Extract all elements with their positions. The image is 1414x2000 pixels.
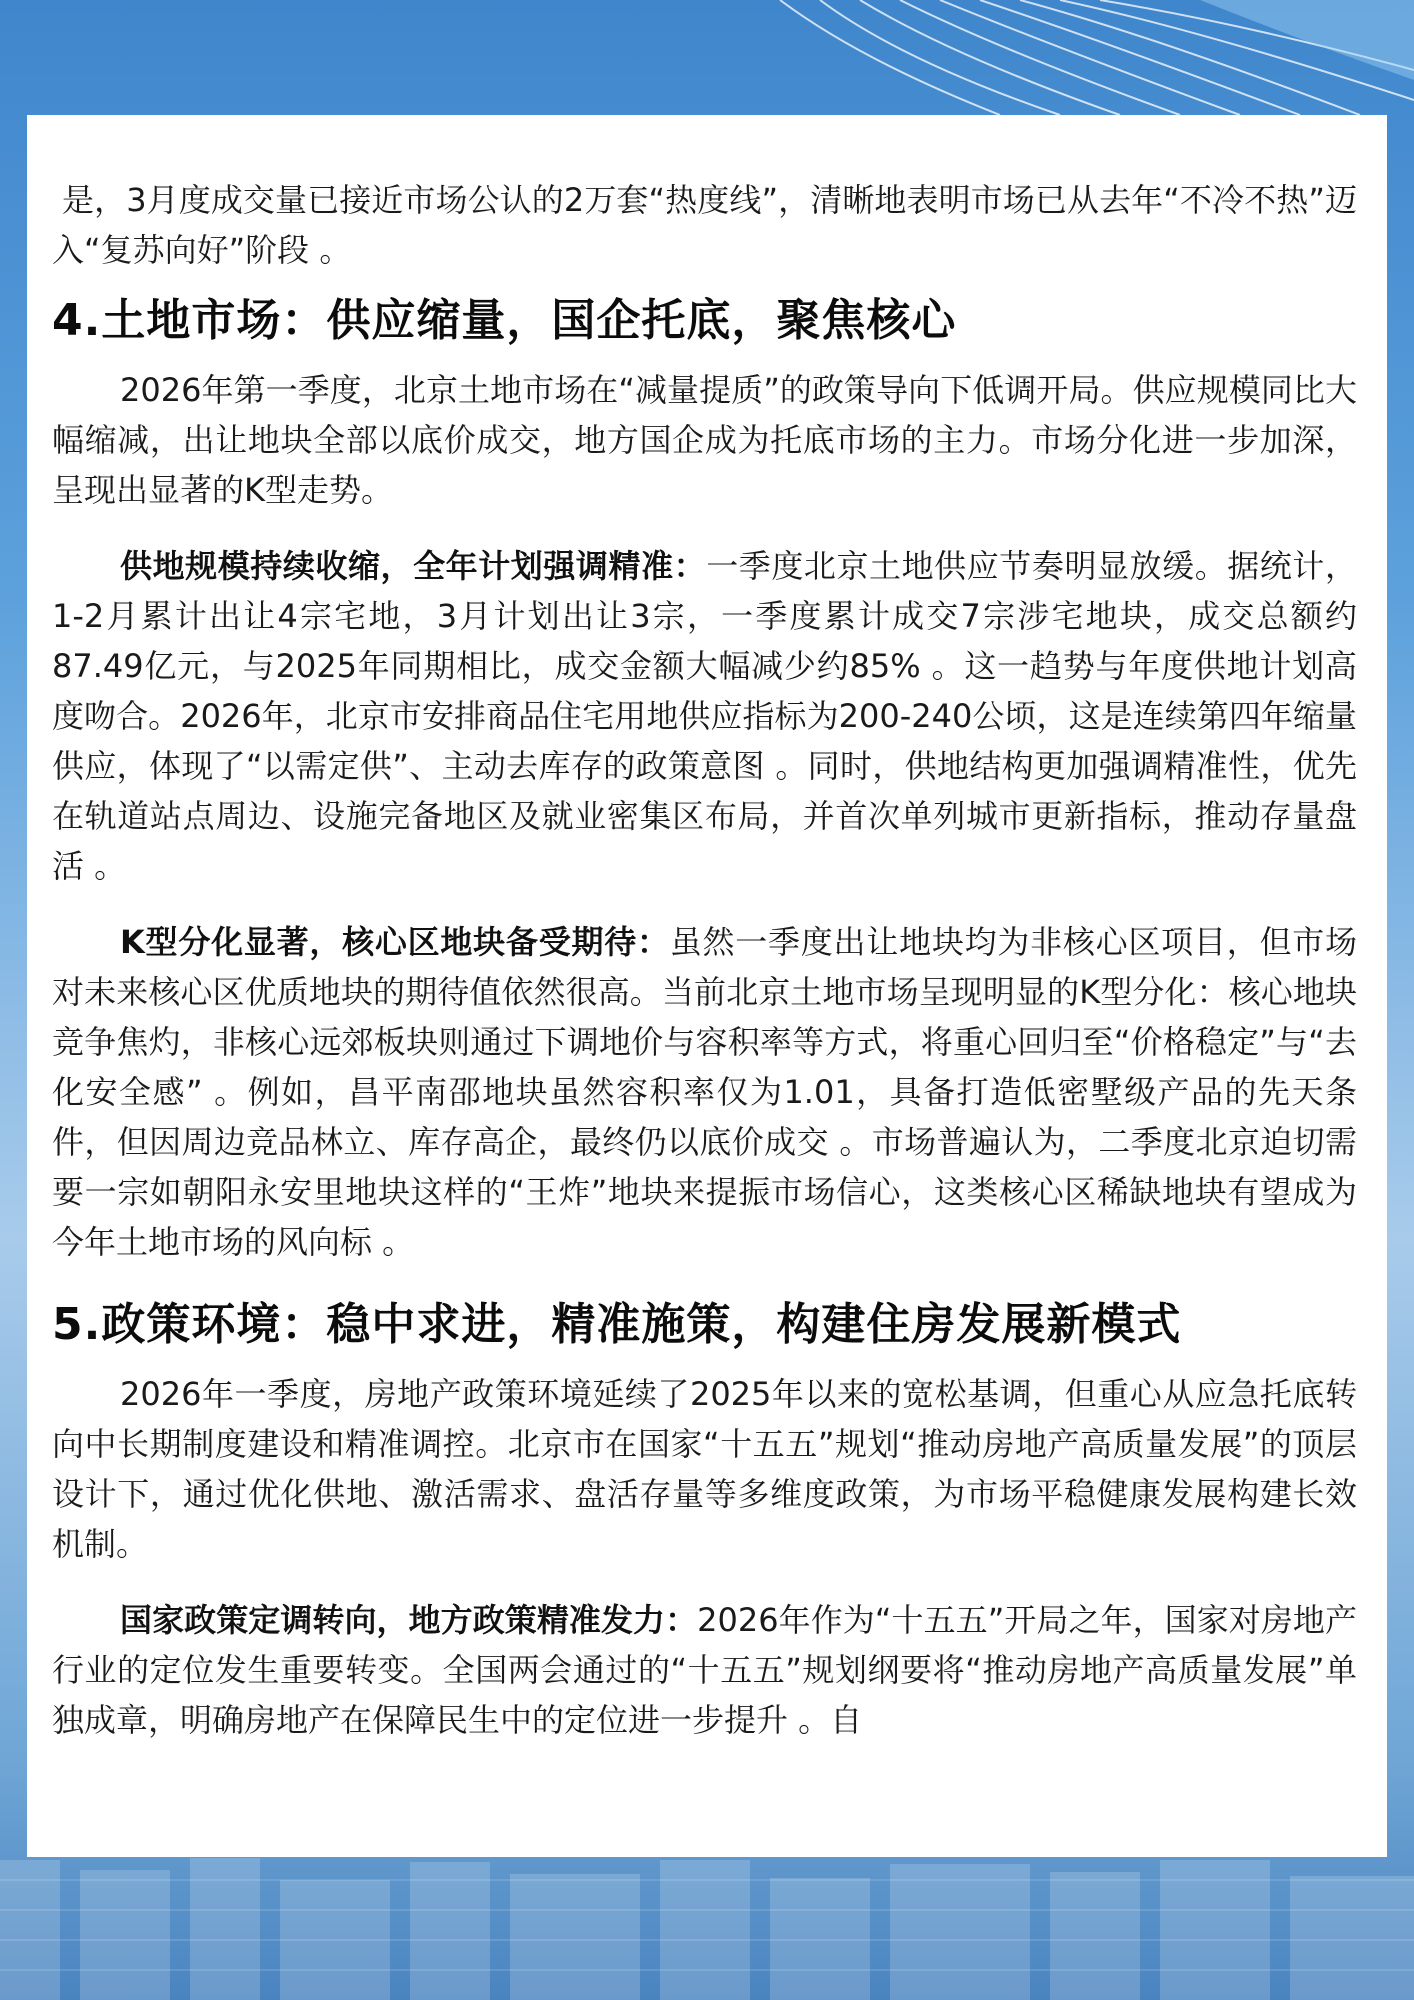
content-card: [27, 115, 1387, 1857]
section-4-paragraph-2-lead: 供地规模持续收缩，全年计划强调精准：: [120, 547, 707, 585]
intro-paragraph: 是，3月度成交量已接近市场公认的2万套“热度线”，清晰地表明市场已从去年“不冷不热”迈入“复苏向好”阶段 。: [52, 181, 1357, 269]
section-4-paragraph-2-body: 一季度北京土地供应节奏明显放缓。据统计，1-2月累计出让4宗宅地，3月计划出让3宗，一季度累计成交7宗涉宅地块，成交总额约87.49亿元，与2025年同期相比，成交金额大幅减少约85% 。这一趋势与年度供地计划高度吻合。2026年，北京市安排商品住宅用地供应指标为200-240公顷，这是连续第四年缩量供应，体现了“以需定供”、主动去库存的政策意图 。同时，供地结构更加强调精准性，优先在轨道站点周边、设施完备地区及就业密集区布局，并首次单列城市更新指标，推动存量盘活 。: [52, 547, 1357, 885]
section-5-paragraph-2-body: 2026年作为“十五五”开局之年，国家对房地产行业的定位发生重要转变。全国两会通过的“十五五”规划纲要将“推动房地产高质量发展”单独成章，明确房地产在保障民生中的定位进一步提升 。自: [52, 1601, 1357, 1739]
section-4-paragraph-2: [52, 541, 1357, 891]
section-5-paragraph-1: 2026年一季度，房地产政策环境延续了2025年以来的宽松基调，但重心从应急托底转向中长期制度建设和精准调控。北京市在国家“十五五”规划“推动房地产高质量发展”的顶层设计下，通过优化供地、激活需求、盘活存量等多维度政策，为市场平稳健康发展构建长效机制。: [52, 1375, 1357, 1563]
section-5-paragraph-2-lead: 国家政策定调转向，地方政策精准发力：: [120, 1601, 698, 1639]
section-4-paragraph-3-lead: K型分化显著，核心区地块备受期待：: [120, 923, 670, 961]
section-4-paragraph-3-body: 虽然一季度出让地块均为非核心区项目，但市场对未来核心区优质地块的期待值依然很高。当前北京土地市场呈现明显的K型分化：核心地块竞争焦灼，非核心远郊板块则通过下调地价与容积率等方式，将重心回归至“价格稳定”与“去化安全感” 。例如，昌平南邵地块虽然容积率仅为1.01，具备打造低密墅级产品的先天条件，但因周边竞品林立、库存高企，最终仍以底价成交 。市场普遍认为，二季度北京迫切需要一宗如朝阳永安里地块这样的“王炸”地块来提振市场信心，这类核心区稀缺地块有望成为今年土地市场的风向标 。: [52, 923, 1357, 1261]
section-5-heading: 5.政策环境：稳中求进，精准施策，构建住房发展新模式: [52, 1299, 1182, 1350]
section-4-paragraph-1: 2026年第一季度，北京土地市场在“减量提质”的政策导向下低调开局。供应规模同比大幅缩减，出让地块全部以底价成交，地方国企成为托底市场的主力。市场分化进一步加深，呈现出显著的K型走势。: [52, 371, 1357, 509]
section-4-heading: 4.土地市场：供应缩量，国企托底，聚焦核心: [52, 295, 957, 346]
section-4-paragraph-3: [52, 917, 1357, 1267]
section-5-paragraph-2: [52, 1595, 1357, 1745]
